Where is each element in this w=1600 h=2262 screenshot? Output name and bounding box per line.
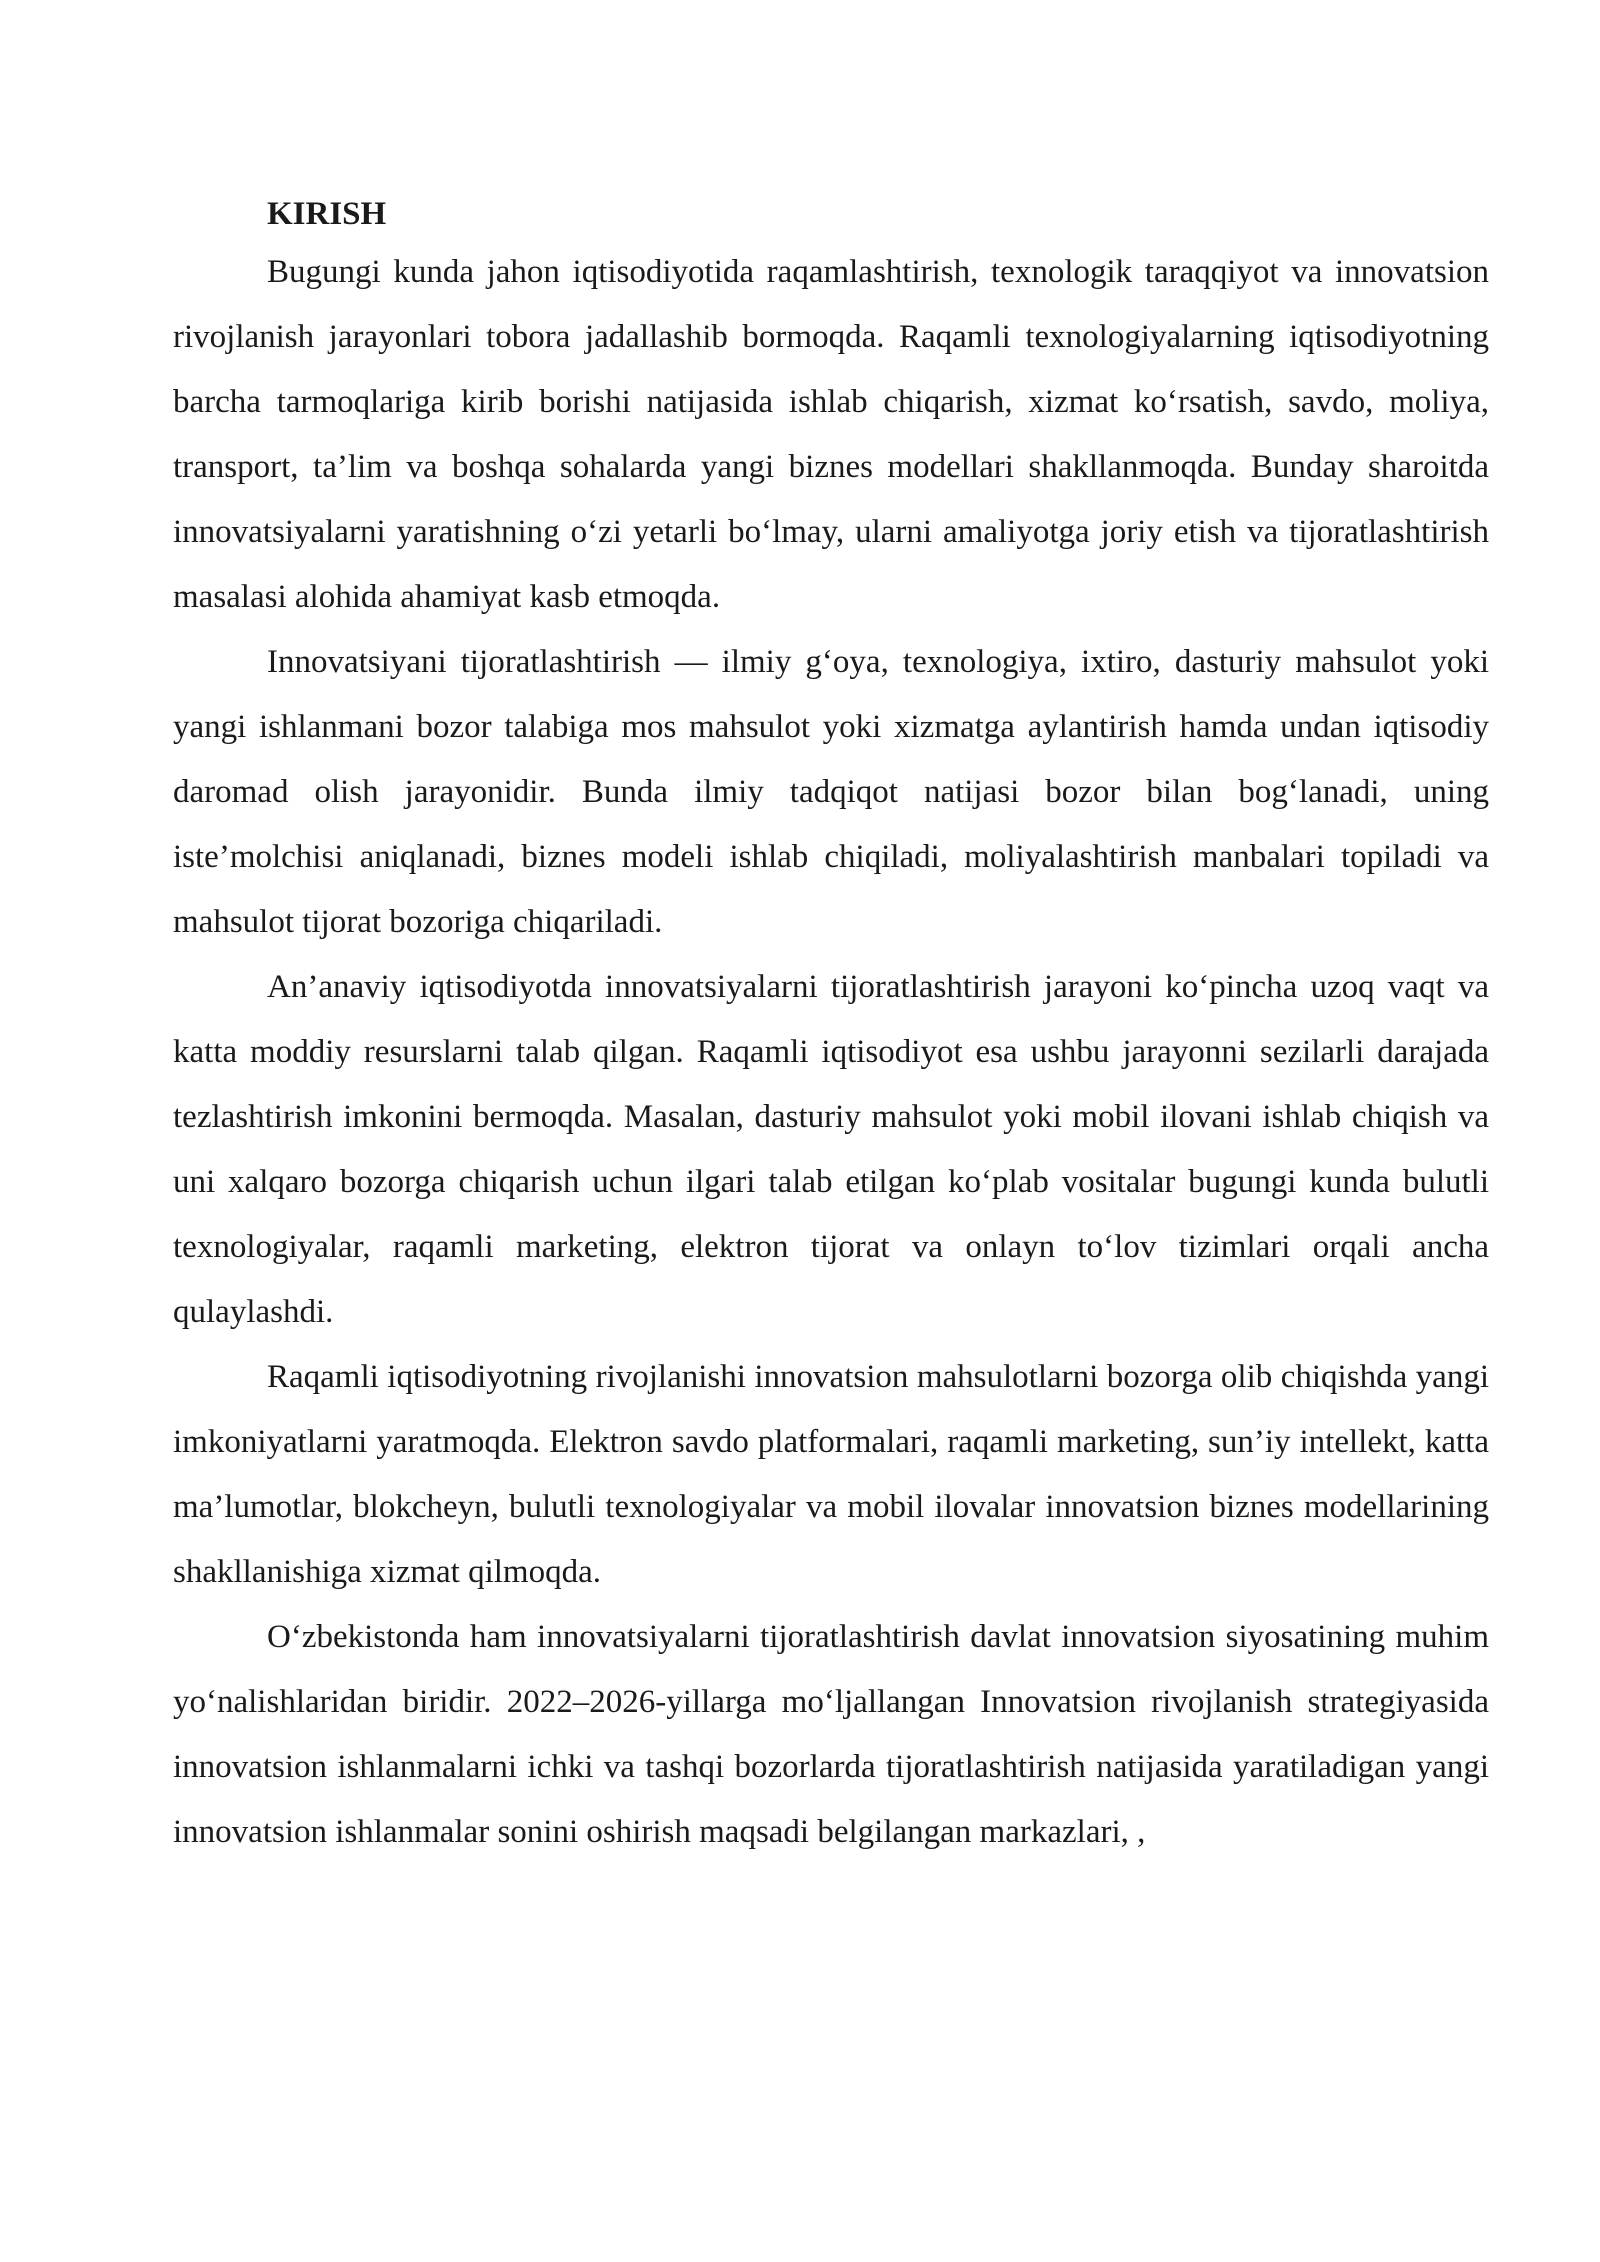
- paragraph-2: Innovatsiyani tijoratlashtirish — ilmiy g‘oya, texnologiya, ixtiro, dasturiy mahsulot yoki yangi ishlanmani bozor talabiga mos mahsulot yoki xizmatga aylantirish hamda undan iqtisodiy daromad olish jarayonidir. Bunda ilmiy tadqiqot natijasi bozor bilan bog‘lanadi, uning iste’molchisi aniqlanadi, biznes modeli ishlab chiqiladi, moliyalashtirish manbalari topiladi va mahsulot tijorat bozoriga chiqariladi.: [173, 644, 1489, 940]
- paragraph-1: Bugungi kunda jahon iqtisodiyotida raqamlashtirish, texnologik taraqqiyot va innovatsion rivojlanish jarayonlari tobora jadallashib bormoqda. Raqamli texnologiyalarning iqtisodiyotning barcha tarmoqlariga kirib borishi natijasida ishlab chiqarish, xizmat ko‘rsatish, savdo, moliya, transport, ta’lim va boshqa sohalarda yangi biznes modellari shakllanmoqda. Bunday sharoitda innovatsiyalarni yaratishning o‘zi yetarli bo‘lmay, ularni amaliyotga joriy etish va tijoratlashtirish masalasi alohida ahamiyat kasb etmoqda.: [173, 254, 1489, 615]
- paragraph-4: Raqamli iqtisodiyotning rivojlanishi innovatsion mahsulotlarni bozorga olib chiqishda yangi imkoniyatlarni yaratmoqda. Elektron savdo platformalari, raqamli marketing, sun’iy intellekt, katta ma’lumotlar, blokcheyn, bulutli texnologiyalar va mobil ilovalar innovatsion biznes modellarining shakllanishiga xizmat qilmoqda.: [173, 1359, 1489, 1590]
- paragraph-5: O‘zbekistonda ham innovatsiyalarni tijoratlashtirish davlat innovatsion siyosatining muhim yo‘nalishlaridan biridir. 2022–2026-yillarga mo‘ljallangan Innovatsion rivojlanish strategiyasida innovatsion ishlanmalarni ichki va tashqi bozorlarda tijoratlashtirish natijasida yaratiladigan yangi innovatsion ishlanmalar sonini oshirish maqsadi belgilangan markazlari, ,: [173, 1619, 1489, 1850]
- paragraph-3: An’anaviy iqtisodiyotda innovatsiyalarni tijoratlashtirish jarayoni ko‘pincha uzoq vaqt va katta moddiy resurslarni talab qilgan. Raqamli iqtisodiyot esa ushbu jarayonni sezilarli darajada tezlashtirish imkonini bermoqda. Masalan, dasturiy mahsulot yoki mobil ilovani ishlab chiqish va uni xalqaro bozorga chiqarish uchun ilgari talab etilgan ko‘plab vositalar bugungi kunda bulutli texnologiyalar, raqamli marketing, elektron tijorat va onlayn to‘lov tizimlari orqali ancha qulaylashdi.: [173, 969, 1489, 1330]
- section-heading: KIRISH: [267, 196, 387, 232]
- document-body: [173, 188, 1489, 1865]
